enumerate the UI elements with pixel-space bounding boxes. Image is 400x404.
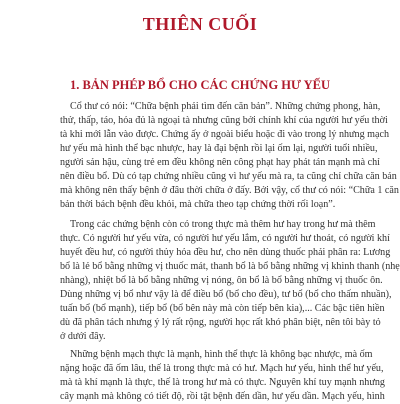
body-line: tà khi mới lẫn vào được. Chứng ấy ở ngoài biểu hoặc đi vào trong lý nhưng mạch — [60, 129, 390, 140]
body-line: Những bệnh mạch thực là mạnh, hình thể thực là không bạc nhược, mà ốm — [70, 349, 373, 360]
body-line: bổ là lẻ bổ bằng những vị thuốc mát, thanh bổ là bổ bằng những vị khinh thanh (nhẹ — [60, 261, 400, 272]
body-line: nặng hoặc đã ốm lâu, thế là trong thực mà có hư. Mạch hư yếu, hình thể hư yếu, — [60, 363, 384, 374]
body-line: huyết đều hư, có người thủy hỏa đều hư, cho nên dùng thuốc phải phân ra: Lương — [60, 247, 391, 258]
body-line: thực. Có người hư yếu vừa, có người hư yếu lắm, có người hư thoát, có người khí — [60, 233, 390, 244]
body-line: mà không nên thấy bệnh ở đâu thời chữa ở đấy. Bởi vậy, cổ thư có nói: “Chữa 1 căn — [60, 185, 399, 196]
body-line: Dùng những vị bổ như vậy là để điều bổ (bổ cho đều), tư bổ (bổ cho thấm nhuần), — [60, 289, 392, 300]
section-title: 1. BẢN PHÉP BỔ CHO CÁC CHỨNG HƯ YẾU — [69, 78, 331, 92]
body-line: bản thời bách bệnh đều khỏi, mà chữa theo tạp chứng thời rối loạn”. — [60, 199, 336, 210]
body-line: nhàng), nhiệt bổ là bổ bằng những vị nóng, ôn bổ là bổ bằng những vị thuốc ôn. — [60, 275, 383, 286]
body-line: Cổ thư có nói: “Chữa bệnh phải tìm đến căn bản”. Những chứng phong, hàn, — [70, 101, 381, 112]
body-line: cây mạnh mà không có tiết độ, rồi tật bệnh đến dần, hư yếu dần. Mạch yếu, hình — [60, 391, 385, 402]
body-line: tuấn bổ (bổ mạnh), tiếp bổ (bổ bên này mà còn tiếp bên kia),... Các bậc tiên hiền — [60, 303, 385, 314]
part-title: THIÊN CUỐI — [142, 14, 258, 34]
body-line: người sản hậu, cùng trẻ em đều không nên công phạt hay phát tán mạnh mà chỉ — [60, 157, 380, 168]
body-line: mà tà khí mạnh là thực, thế là trong hư mà có thực. Nguyên khí tuy mạnh nhưng — [60, 377, 385, 388]
body-line: nên điều bổ. Dù có tạp chứng nhiều cũng vì hư yếu mà ra, ta cũng chỉ chữa căn bản — [60, 171, 397, 182]
body-line: Trong các chứng bệnh còn có trong thực mà thêm hư hay trong hư mà thêm — [70, 219, 376, 230]
body-line: hư yếu mà hình thể bạc nhược, hay là đại bệnh rồi lại ốm lại, người tuổi nhiều, — [60, 143, 378, 154]
body-line: ở dưới đây. — [60, 331, 106, 342]
body-line: thử, thấp, táo, hỏa đủ là ngoại tà nhưng cũng bởi chính khí của người hư yếu thời — [60, 115, 388, 126]
body-line: dù đã phân tách nhưng ý lý rất rộng, người học rất khó phân biệt, nên tôi bày tỏ — [60, 317, 381, 328]
